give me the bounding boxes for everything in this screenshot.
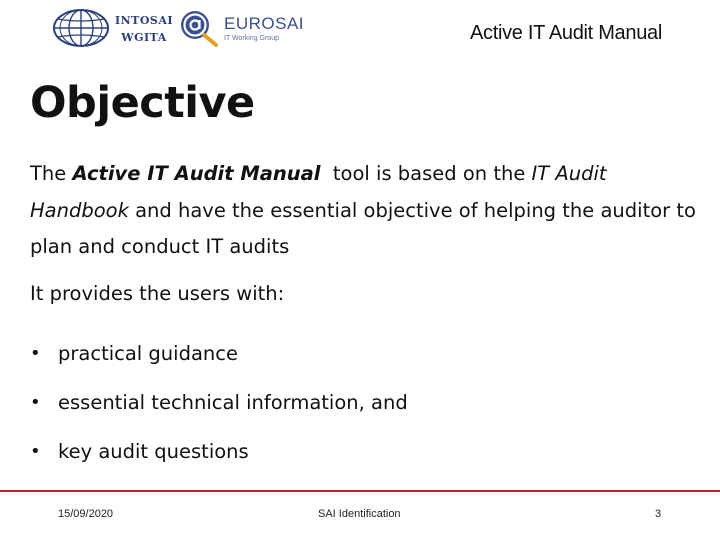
slide-title: Objective: [30, 78, 255, 128]
intosai-logo-text: [114, 12, 174, 46]
bullet-item: [30, 334, 408, 383]
bullet-marker: •: [30, 441, 41, 462]
intosai-logo-line2: WGITA: [121, 31, 167, 44]
bullet-text: essential technical information, and: [58, 391, 408, 414]
header-title: Active IT Audit Manual: [469, 22, 662, 44]
bullet-list: [30, 334, 408, 481]
eurosai-logo-name: EUROSAI: [224, 14, 305, 33]
bullet-item: [30, 432, 408, 481]
slide-body: [30, 156, 700, 312]
globe-icon: [52, 8, 110, 48]
intro-paragraph: [30, 156, 700, 266]
bullet-marker: •: [30, 343, 41, 364]
footer-page-number: 3: [655, 508, 662, 520]
footer-sai-identification: SAI Identification: [318, 508, 401, 520]
manual-name-emphasis: Active IT Audit Manual: [72, 162, 321, 185]
intro-text-3: and have the essential objective of helping the auditor to plan and conduct IT audits: [30, 198, 696, 258]
bullet-marker: •: [30, 392, 41, 413]
bullet-text: practical guidance: [58, 342, 238, 365]
intosai-logo-line1: INTOSAI: [114, 14, 174, 27]
footer-date: 15/09/2020: [58, 508, 114, 520]
at-sign-icon: [178, 8, 224, 48]
bullet-item: [30, 383, 408, 432]
provides-paragraph: It provides the users with:: [30, 281, 285, 305]
bullet-text: key audit questions: [58, 440, 249, 463]
footer-divider: [0, 490, 720, 492]
intosai-wgita-logo: [52, 8, 172, 48]
intro-text-2: tool is based on the: [320, 162, 532, 185]
eurosai-logo: [178, 8, 318, 48]
slide-header: [0, 0, 720, 60]
eurosai-logo-subtitle: IT Working Group: [224, 35, 279, 42]
intro-text-1: The: [30, 162, 73, 185]
handbook-name-emphasis: IT Audit Handbook: [30, 162, 607, 222]
